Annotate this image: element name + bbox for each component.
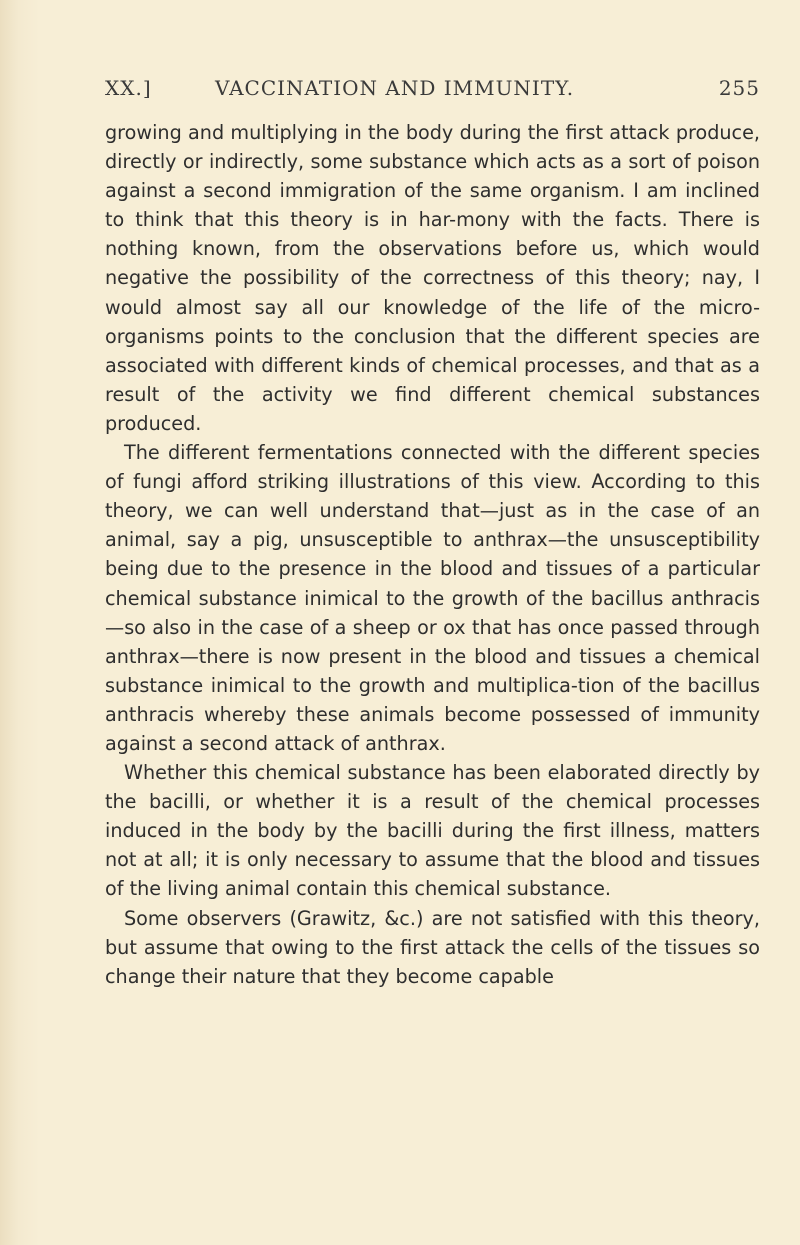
- paragraph-3: Whether this chemical substance has been elaborated directly by the bacilli, or whether it is a result of the chemical processes induced in the body by the bacilli during the first illness, matters not at all; it is only necessary to assume that the blood and tissues of the living animal contain this chemical substance.: [105, 761, 760, 901]
- paragraph-1: growing and multiplying in the body during the first attack produce, directly or indirectly, some substance which acts as a sort of poison against a second immigration of the same organism. I am inclined to think that this theory is in har-mony with the facts. There is nothing known, from the observations before us, which would negative the possibility of the correctness of this theory; nay, I would almost say all our knowledge of the life of the micro-organisms points to the conclusion that the different species are associated with different kinds of chemical processes, and that as a result of the activity we find different chemical substances produced.: [105, 121, 760, 435]
- paragraph-2: The different fermentations connected with the different species of fungi afford striking illustrations of this view. According to this theory, we can well understand that—just as in the case of an animal, say a pig, unsusceptible to anthrax—the unsusceptibility being due to the presence in the blood and tissues of a particular chemical substance inimical to the growth of the bacillus anthracis—so also in the case of a sheep or ox that has once passed through anthrax—there is now present in the blood and tissues a chemical substance inimical to the growth and multiplica-tion of the bacillus anthracis whereby these animals become possessed of immunity against a second attack of anthrax.: [105, 441, 760, 755]
- running-title: VACCINATION AND IMMUNITY.: [215, 76, 575, 100]
- paragraph-4: Some observers (Grawitz, &c.) are not satisfied with this theory, but assume that owing to the first attack the cells of the tissues so change their nature that they become capable: [105, 906, 760, 988]
- body-text: [105, 118, 760, 991]
- page-number: 255: [718, 76, 760, 100]
- chapter-number: XX.]: [105, 76, 152, 100]
- running-header: [105, 76, 760, 104]
